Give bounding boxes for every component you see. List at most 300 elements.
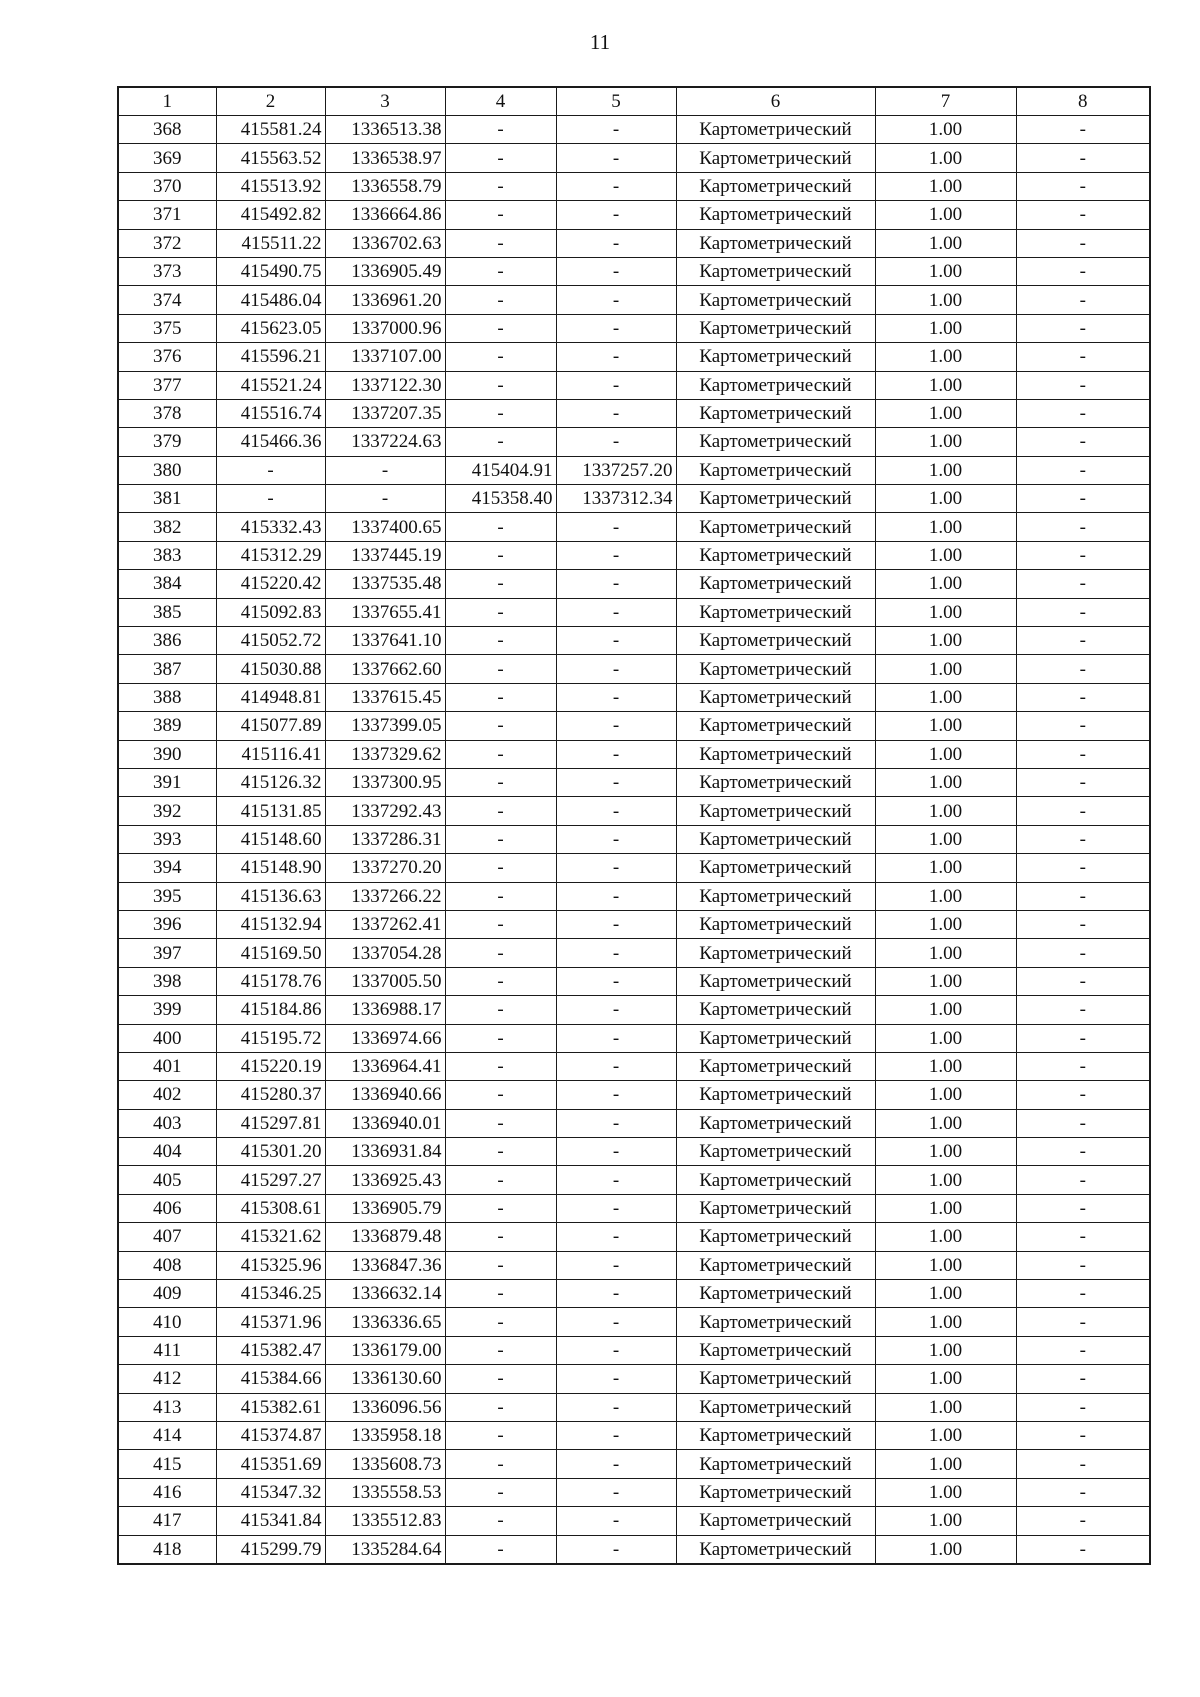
- note-cell: -: [1016, 1308, 1150, 1336]
- accuracy-cell: 1.00: [875, 967, 1016, 995]
- point-number-cell: 404: [118, 1138, 216, 1166]
- table-row: [118, 598, 1150, 626]
- x-coordinate-cell: 415052.72: [216, 627, 325, 655]
- x-coordinate-cell: 414948.81: [216, 683, 325, 711]
- point-number-cell: 384: [118, 570, 216, 598]
- y-coordinate-cell: 1337400.65: [325, 513, 445, 541]
- y-coordinate-cell: 1335608.73: [325, 1450, 445, 1478]
- method-cell: Картометрический: [676, 910, 875, 938]
- y-coordinate-cell: 1337262.41: [325, 910, 445, 938]
- note-cell: -: [1016, 485, 1150, 513]
- method-cell: Картометрический: [676, 541, 875, 569]
- note-cell: -: [1016, 598, 1150, 626]
- x-alt-coordinate-cell: -: [445, 598, 556, 626]
- y-coordinate-cell: 1337122.30: [325, 371, 445, 399]
- method-cell: Картометрический: [676, 740, 875, 768]
- method-cell: Картометрический: [676, 712, 875, 740]
- note-cell: -: [1016, 1393, 1150, 1421]
- method-cell: Картометрический: [676, 996, 875, 1024]
- note-cell: -: [1016, 797, 1150, 825]
- point-number-cell: 396: [118, 910, 216, 938]
- x-alt-coordinate-cell: 415358.40: [445, 485, 556, 513]
- x-alt-coordinate-cell: -: [445, 1109, 556, 1137]
- y-alt-coordinate-cell: -: [556, 1478, 676, 1506]
- y-coordinate-cell: 1337662.60: [325, 655, 445, 683]
- point-number-cell: 385: [118, 598, 216, 626]
- table-row: [118, 144, 1150, 172]
- note-cell: -: [1016, 740, 1150, 768]
- y-alt-coordinate-cell: -: [556, 513, 676, 541]
- table-row: [118, 1336, 1150, 1364]
- x-alt-coordinate-cell: -: [445, 201, 556, 229]
- y-coordinate-cell: 1336096.56: [325, 1393, 445, 1421]
- x-alt-coordinate-cell: -: [445, 939, 556, 967]
- accuracy-cell: 1.00: [875, 882, 1016, 910]
- note-cell: -: [1016, 286, 1150, 314]
- x-coordinate-cell: 415308.61: [216, 1194, 325, 1222]
- table-row: [118, 399, 1150, 427]
- y-coordinate-cell: 1335958.18: [325, 1421, 445, 1449]
- y-alt-coordinate-cell: -: [556, 1535, 676, 1564]
- y-coordinate-cell: 1337329.62: [325, 740, 445, 768]
- x-coordinate-cell: 415077.89: [216, 712, 325, 740]
- x-coordinate-cell: 415195.72: [216, 1024, 325, 1052]
- point-number-cell: 375: [118, 314, 216, 342]
- y-coordinate-cell: -: [325, 456, 445, 484]
- point-number-cell: 393: [118, 825, 216, 853]
- table-row: [118, 1109, 1150, 1137]
- accuracy-cell: 1.00: [875, 371, 1016, 399]
- note-cell: -: [1016, 1081, 1150, 1109]
- table-row: [118, 1052, 1150, 1080]
- accuracy-cell: 1.00: [875, 1450, 1016, 1478]
- table-row: [118, 513, 1150, 541]
- table-row: [118, 683, 1150, 711]
- x-alt-coordinate-cell: -: [445, 116, 556, 144]
- y-coordinate-cell: 1337445.19: [325, 541, 445, 569]
- point-number-cell: 402: [118, 1081, 216, 1109]
- y-coordinate-cell: 1336702.63: [325, 229, 445, 257]
- y-coordinate-cell: 1337399.05: [325, 712, 445, 740]
- table-row: [118, 257, 1150, 285]
- accuracy-cell: 1.00: [875, 854, 1016, 882]
- accuracy-cell: 1.00: [875, 201, 1016, 229]
- point-number-cell: 371: [118, 201, 216, 229]
- y-alt-coordinate-cell: -: [556, 1280, 676, 1308]
- x-alt-coordinate-cell: -: [445, 399, 556, 427]
- x-alt-coordinate-cell: -: [445, 1166, 556, 1194]
- accuracy-cell: 1.00: [875, 1365, 1016, 1393]
- x-alt-coordinate-cell: -: [445, 967, 556, 995]
- x-coordinate-cell: 415312.29: [216, 541, 325, 569]
- y-alt-coordinate-cell: -: [556, 1166, 676, 1194]
- coordinates-table: [117, 86, 1151, 1565]
- method-cell: Картометрический: [676, 116, 875, 144]
- point-number-cell: 414: [118, 1421, 216, 1449]
- y-alt-coordinate-cell: -: [556, 570, 676, 598]
- method-cell: Картометрический: [676, 399, 875, 427]
- x-coordinate-cell: 415596.21: [216, 343, 325, 371]
- table-row: [118, 1308, 1150, 1336]
- y-alt-coordinate-cell: -: [556, 740, 676, 768]
- x-coordinate-cell: 415148.90: [216, 854, 325, 882]
- accuracy-cell: 1.00: [875, 740, 1016, 768]
- y-alt-coordinate-cell: -: [556, 1024, 676, 1052]
- note-cell: -: [1016, 229, 1150, 257]
- table-row: [118, 882, 1150, 910]
- note-cell: -: [1016, 1365, 1150, 1393]
- y-alt-coordinate-cell: -: [556, 1336, 676, 1364]
- y-alt-coordinate-cell: -: [556, 399, 676, 427]
- accuracy-cell: 1.00: [875, 1308, 1016, 1336]
- x-alt-coordinate-cell: -: [445, 1478, 556, 1506]
- x-coordinate-cell: 415351.69: [216, 1450, 325, 1478]
- table-row: [118, 1251, 1150, 1279]
- method-cell: Картометрический: [676, 1024, 875, 1052]
- y-coordinate-cell: 1337270.20: [325, 854, 445, 882]
- note-cell: -: [1016, 1109, 1150, 1137]
- x-alt-coordinate-cell: -: [445, 1280, 556, 1308]
- x-coordinate-cell: 415490.75: [216, 257, 325, 285]
- x-coordinate-cell: 415332.43: [216, 513, 325, 541]
- y-coordinate-cell: 1337655.41: [325, 598, 445, 626]
- y-coordinate-cell: 1336847.36: [325, 1251, 445, 1279]
- method-cell: Картометрический: [676, 1308, 875, 1336]
- note-cell: -: [1016, 1535, 1150, 1564]
- x-coordinate-cell: 415521.24: [216, 371, 325, 399]
- accuracy-cell: 1.00: [875, 172, 1016, 200]
- x-coordinate-cell: 415297.27: [216, 1166, 325, 1194]
- point-number-cell: 377: [118, 371, 216, 399]
- x-alt-coordinate-cell: 415404.91: [445, 456, 556, 484]
- x-coordinate-cell: 415321.62: [216, 1223, 325, 1251]
- table-row: [118, 939, 1150, 967]
- x-coordinate-cell: 415623.05: [216, 314, 325, 342]
- y-coordinate-cell: 1336513.38: [325, 116, 445, 144]
- accuracy-cell: 1.00: [875, 797, 1016, 825]
- note-cell: -: [1016, 513, 1150, 541]
- x-coordinate-cell: 415132.94: [216, 910, 325, 938]
- x-coordinate-cell: 415220.42: [216, 570, 325, 598]
- note-cell: -: [1016, 1280, 1150, 1308]
- y-alt-coordinate-cell: -: [556, 768, 676, 796]
- y-alt-coordinate-cell: -: [556, 655, 676, 683]
- accuracy-cell: 1.00: [875, 144, 1016, 172]
- point-number-cell: 380: [118, 456, 216, 484]
- accuracy-cell: 1.00: [875, 1421, 1016, 1449]
- y-alt-coordinate-cell: -: [556, 257, 676, 285]
- x-alt-coordinate-cell: -: [445, 513, 556, 541]
- method-cell: Картометрический: [676, 314, 875, 342]
- method-cell: Картометрический: [676, 1052, 875, 1080]
- y-coordinate-cell: 1337107.00: [325, 343, 445, 371]
- x-coordinate-cell: 415516.74: [216, 399, 325, 427]
- point-number-cell: 416: [118, 1478, 216, 1506]
- y-coordinate-cell: 1337207.35: [325, 399, 445, 427]
- point-number-cell: 411: [118, 1336, 216, 1364]
- y-coordinate-cell: 1337266.22: [325, 882, 445, 910]
- note-cell: -: [1016, 343, 1150, 371]
- y-alt-coordinate-cell: -: [556, 541, 676, 569]
- y-coordinate-cell: 1335512.83: [325, 1507, 445, 1535]
- x-alt-coordinate-cell: -: [445, 428, 556, 456]
- point-number-cell: 406: [118, 1194, 216, 1222]
- accuracy-cell: 1.00: [875, 1507, 1016, 1535]
- x-coordinate-cell: 415492.82: [216, 201, 325, 229]
- note-cell: -: [1016, 201, 1150, 229]
- accuracy-cell: 1.00: [875, 910, 1016, 938]
- note-cell: -: [1016, 882, 1150, 910]
- x-alt-coordinate-cell: -: [445, 343, 556, 371]
- x-alt-coordinate-cell: -: [445, 1081, 556, 1109]
- x-coordinate-cell: 415184.86: [216, 996, 325, 1024]
- page-number: 11: [589, 30, 611, 54]
- x-alt-coordinate-cell: -: [445, 1421, 556, 1449]
- x-alt-coordinate-cell: -: [445, 1138, 556, 1166]
- point-number-cell: 394: [118, 854, 216, 882]
- y-alt-coordinate-cell: -: [556, 371, 676, 399]
- y-coordinate-cell: 1337300.95: [325, 768, 445, 796]
- method-cell: Картометрический: [676, 1109, 875, 1137]
- x-coordinate-cell: 415299.79: [216, 1535, 325, 1564]
- point-number-cell: 383: [118, 541, 216, 569]
- point-number-cell: 391: [118, 768, 216, 796]
- y-coordinate-cell: 1336179.00: [325, 1336, 445, 1364]
- x-coordinate-cell: 415466.36: [216, 428, 325, 456]
- table-row: [118, 116, 1150, 144]
- method-cell: Картометрический: [676, 768, 875, 796]
- method-cell: Картометрический: [676, 1478, 875, 1506]
- point-number-cell: 399: [118, 996, 216, 1024]
- y-alt-coordinate-cell: -: [556, 286, 676, 314]
- x-coordinate-cell: 415131.85: [216, 797, 325, 825]
- table-row: [118, 1166, 1150, 1194]
- note-cell: -: [1016, 655, 1150, 683]
- x-alt-coordinate-cell: -: [445, 655, 556, 683]
- y-coordinate-cell: 1336538.97: [325, 144, 445, 172]
- table-row: [118, 1194, 1150, 1222]
- point-number-cell: 388: [118, 683, 216, 711]
- point-number-cell: 370: [118, 172, 216, 200]
- x-alt-coordinate-cell: -: [445, 1223, 556, 1251]
- accuracy-cell: 1.00: [875, 1166, 1016, 1194]
- table-row: [118, 485, 1150, 513]
- table-row: [118, 825, 1150, 853]
- x-coordinate-cell: 415513.92: [216, 172, 325, 200]
- y-alt-coordinate-cell: -: [556, 1450, 676, 1478]
- note-cell: -: [1016, 116, 1150, 144]
- y-alt-coordinate-cell: -: [556, 1194, 676, 1222]
- x-alt-coordinate-cell: -: [445, 314, 556, 342]
- x-alt-coordinate-cell: -: [445, 371, 556, 399]
- note-cell: -: [1016, 1138, 1150, 1166]
- point-number-cell: 369: [118, 144, 216, 172]
- method-cell: Картометрический: [676, 1535, 875, 1564]
- table-row: [118, 712, 1150, 740]
- note-cell: -: [1016, 172, 1150, 200]
- note-cell: -: [1016, 1251, 1150, 1279]
- method-cell: Картометрический: [676, 1166, 875, 1194]
- point-number-cell: 409: [118, 1280, 216, 1308]
- y-coordinate-cell: 1336632.14: [325, 1280, 445, 1308]
- x-alt-coordinate-cell: -: [445, 1024, 556, 1052]
- method-cell: Картометрический: [676, 343, 875, 371]
- note-cell: -: [1016, 768, 1150, 796]
- note-cell: -: [1016, 428, 1150, 456]
- x-coordinate-cell: 415297.81: [216, 1109, 325, 1137]
- y-alt-coordinate-cell: -: [556, 144, 676, 172]
- accuracy-cell: 1.00: [875, 456, 1016, 484]
- method-cell: Картометрический: [676, 485, 875, 513]
- point-number-cell: 397: [118, 939, 216, 967]
- note-cell: -: [1016, 1166, 1150, 1194]
- table-row: [118, 910, 1150, 938]
- y-alt-coordinate-cell: -: [556, 314, 676, 342]
- accuracy-cell: 1.00: [875, 1138, 1016, 1166]
- method-cell: Картометрический: [676, 939, 875, 967]
- y-alt-coordinate-cell: -: [556, 1421, 676, 1449]
- accuracy-cell: 1.00: [875, 1052, 1016, 1080]
- y-alt-coordinate-cell: -: [556, 1109, 676, 1137]
- x-coordinate-cell: 415581.24: [216, 116, 325, 144]
- method-cell: Картометрический: [676, 1194, 875, 1222]
- note-cell: -: [1016, 1194, 1150, 1222]
- table-header-row: [118, 87, 1150, 116]
- accuracy-cell: 1.00: [875, 1535, 1016, 1564]
- table-row: [118, 1138, 1150, 1166]
- y-coordinate-cell: 1337000.96: [325, 314, 445, 342]
- point-number-cell: 405: [118, 1166, 216, 1194]
- x-alt-coordinate-cell: -: [445, 1052, 556, 1080]
- y-coordinate-cell: 1337224.63: [325, 428, 445, 456]
- table-row: [118, 655, 1150, 683]
- accuracy-cell: 1.00: [875, 570, 1016, 598]
- method-cell: Картометрический: [676, 1081, 875, 1109]
- point-number-cell: 410: [118, 1308, 216, 1336]
- table-row: [118, 768, 1150, 796]
- y-coordinate-cell: 1335284.64: [325, 1535, 445, 1564]
- x-alt-coordinate-cell: -: [445, 712, 556, 740]
- method-cell: Картометрический: [676, 144, 875, 172]
- x-alt-coordinate-cell: -: [445, 1507, 556, 1535]
- y-coordinate-cell: 1337286.31: [325, 825, 445, 853]
- note-cell: -: [1016, 541, 1150, 569]
- method-cell: Картометрический: [676, 428, 875, 456]
- x-alt-coordinate-cell: -: [445, 1535, 556, 1564]
- point-number-cell: 403: [118, 1109, 216, 1137]
- accuracy-cell: 1.00: [875, 343, 1016, 371]
- table-row: [118, 797, 1150, 825]
- accuracy-cell: 1.00: [875, 996, 1016, 1024]
- point-number-cell: 408: [118, 1251, 216, 1279]
- y-alt-coordinate-cell: -: [556, 1081, 676, 1109]
- note-cell: -: [1016, 683, 1150, 711]
- y-alt-coordinate-cell: -: [556, 1052, 676, 1080]
- accuracy-cell: 1.00: [875, 1223, 1016, 1251]
- x-alt-coordinate-cell: -: [445, 570, 556, 598]
- x-alt-coordinate-cell: -: [445, 825, 556, 853]
- note-cell: -: [1016, 399, 1150, 427]
- y-coordinate-cell: 1336336.65: [325, 1308, 445, 1336]
- table-row: [118, 1421, 1150, 1449]
- method-cell: Картометрический: [676, 1280, 875, 1308]
- y-alt-coordinate-cell: -: [556, 910, 676, 938]
- y-coordinate-cell: 1336940.66: [325, 1081, 445, 1109]
- y-coordinate-cell: 1335558.53: [325, 1478, 445, 1506]
- table-row: [118, 1478, 1150, 1506]
- note-cell: -: [1016, 570, 1150, 598]
- table-row: [118, 854, 1150, 882]
- point-number-cell: 368: [118, 116, 216, 144]
- table-row: [118, 740, 1150, 768]
- y-alt-coordinate-cell: -: [556, 1393, 676, 1421]
- note-cell: -: [1016, 257, 1150, 285]
- accuracy-cell: 1.00: [875, 598, 1016, 626]
- column-header: 6: [676, 87, 875, 116]
- point-number-cell: 407: [118, 1223, 216, 1251]
- accuracy-cell: 1.00: [875, 485, 1016, 513]
- accuracy-cell: 1.00: [875, 229, 1016, 257]
- x-coordinate-cell: 415280.37: [216, 1081, 325, 1109]
- x-coordinate-cell: 415371.96: [216, 1308, 325, 1336]
- accuracy-cell: 1.00: [875, 939, 1016, 967]
- y-alt-coordinate-cell: -: [556, 172, 676, 200]
- x-coordinate-cell: 415382.47: [216, 1336, 325, 1364]
- note-cell: -: [1016, 825, 1150, 853]
- method-cell: Картометрический: [676, 967, 875, 995]
- table-row: [118, 967, 1150, 995]
- point-number-cell: 400: [118, 1024, 216, 1052]
- note-cell: -: [1016, 1507, 1150, 1535]
- x-coordinate-cell: 415347.32: [216, 1478, 325, 1506]
- point-number-cell: 413: [118, 1393, 216, 1421]
- note-cell: -: [1016, 1421, 1150, 1449]
- y-coordinate-cell: -: [325, 485, 445, 513]
- x-alt-coordinate-cell: -: [445, 541, 556, 569]
- note-cell: -: [1016, 996, 1150, 1024]
- accuracy-cell: 1.00: [875, 1478, 1016, 1506]
- x-alt-coordinate-cell: -: [445, 1365, 556, 1393]
- table-row: [118, 1450, 1150, 1478]
- accuracy-cell: 1.00: [875, 1251, 1016, 1279]
- y-coordinate-cell: 1337615.45: [325, 683, 445, 711]
- point-number-cell: 390: [118, 740, 216, 768]
- point-number-cell: 417: [118, 1507, 216, 1535]
- method-cell: Картометрический: [676, 570, 875, 598]
- y-coordinate-cell: 1336558.79: [325, 172, 445, 200]
- accuracy-cell: 1.00: [875, 655, 1016, 683]
- method-cell: Картометрический: [676, 257, 875, 285]
- accuracy-cell: 1.00: [875, 712, 1016, 740]
- column-header: 8: [1016, 87, 1150, 116]
- method-cell: Картометрический: [676, 1450, 875, 1478]
- table-row: [118, 371, 1150, 399]
- column-header: 1: [118, 87, 216, 116]
- table-row: [118, 627, 1150, 655]
- y-alt-coordinate-cell: -: [556, 598, 676, 626]
- point-number-cell: 415: [118, 1450, 216, 1478]
- x-alt-coordinate-cell: -: [445, 882, 556, 910]
- point-number-cell: 372: [118, 229, 216, 257]
- method-cell: Картометрический: [676, 1365, 875, 1393]
- method-cell: Картометрический: [676, 371, 875, 399]
- x-coordinate-cell: 415382.61: [216, 1393, 325, 1421]
- note-cell: -: [1016, 1024, 1150, 1052]
- method-cell: Картометрический: [676, 229, 875, 257]
- x-alt-coordinate-cell: -: [445, 172, 556, 200]
- y-alt-coordinate-cell: -: [556, 797, 676, 825]
- accuracy-cell: 1.00: [875, 825, 1016, 853]
